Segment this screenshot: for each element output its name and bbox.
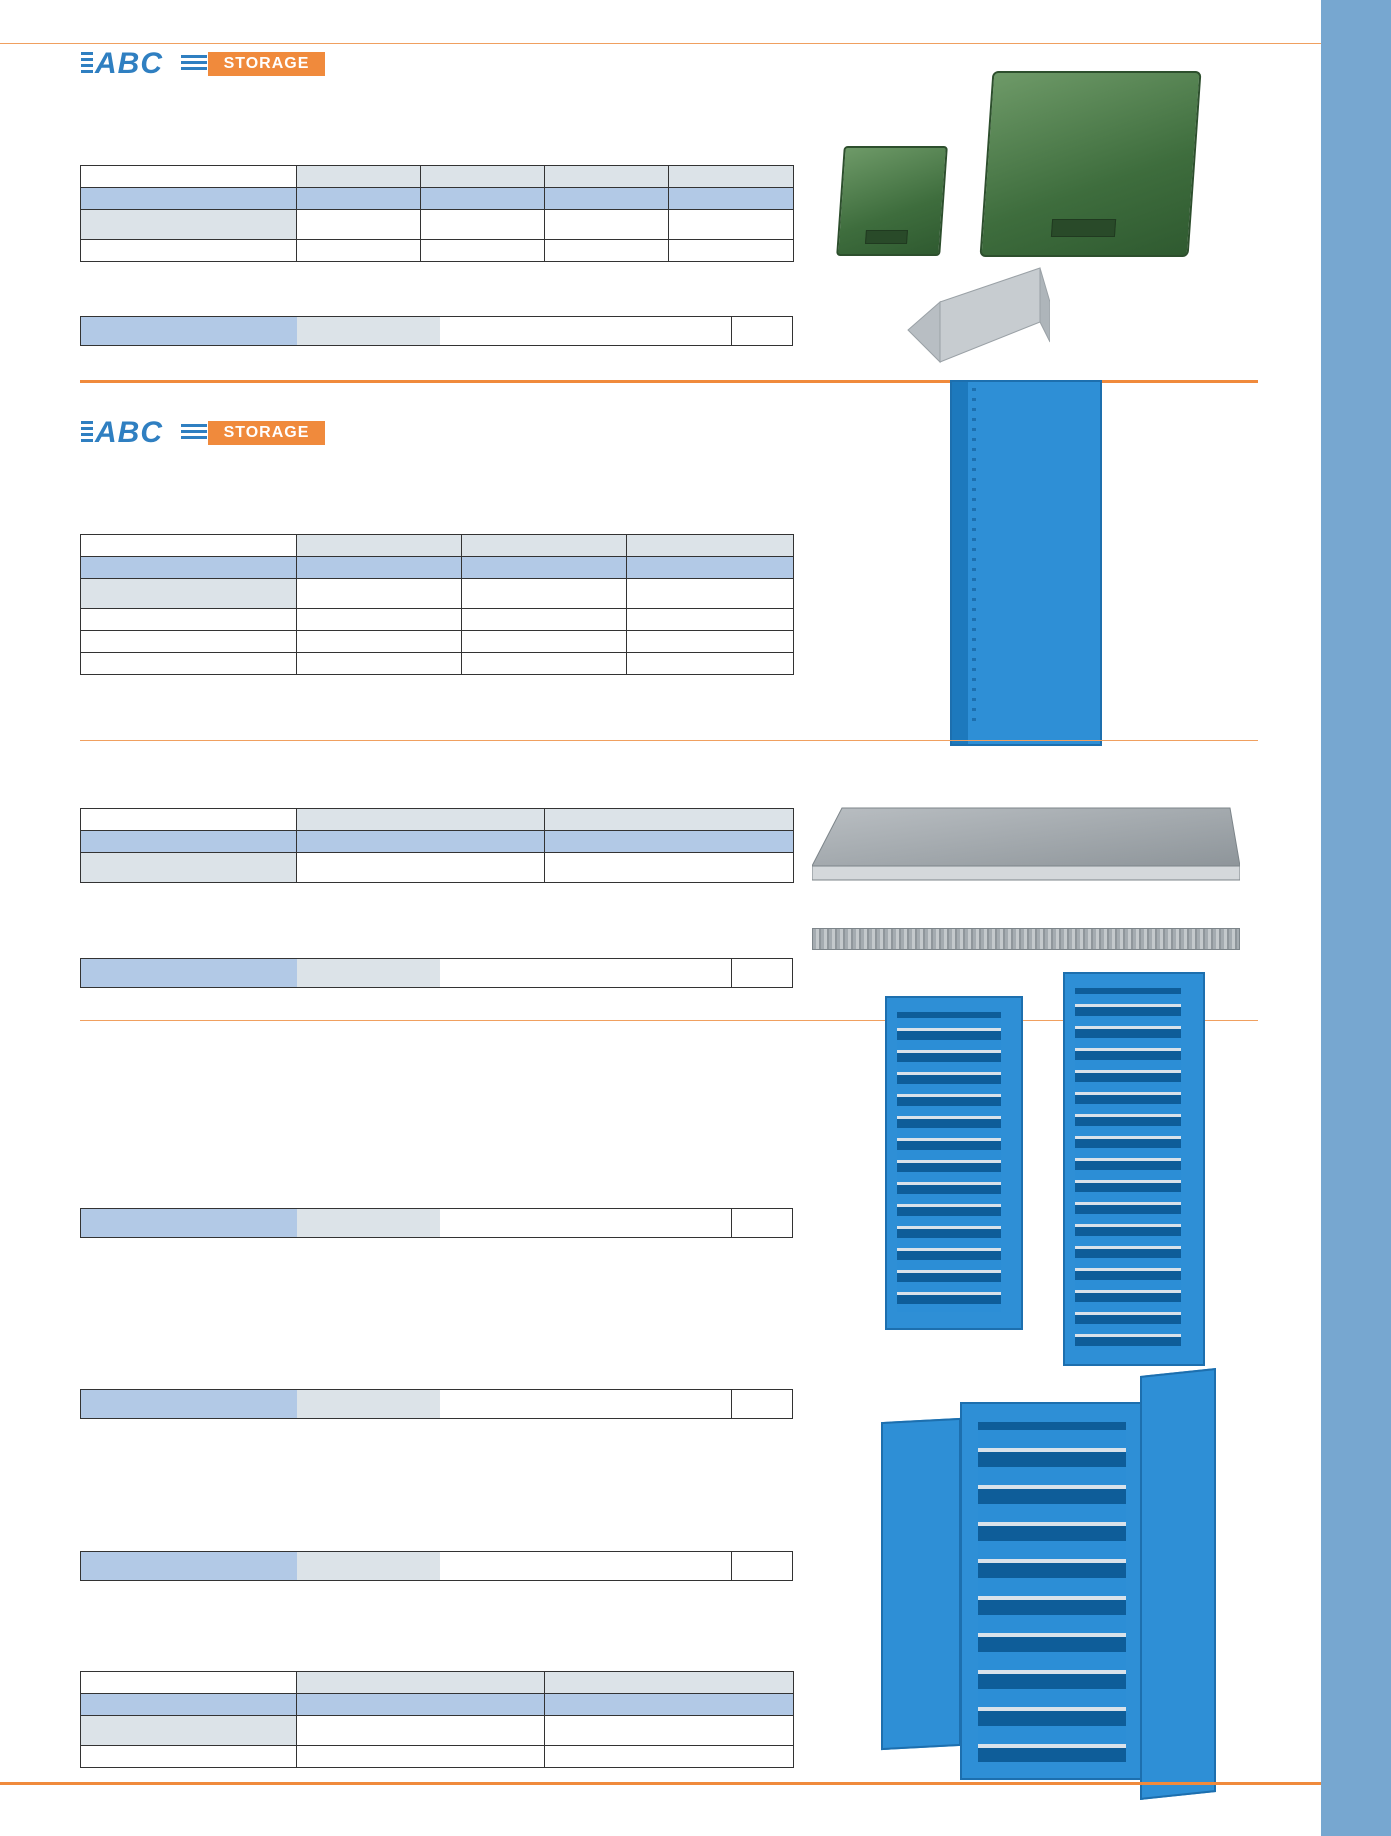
cell [421,166,545,188]
cell [81,210,297,240]
logo-badge: STORAGE [208,52,325,76]
cell [297,240,421,262]
brand-logo [81,49,325,79]
cell [297,166,421,188]
cabinet-with-bins-1 [885,996,1023,1330]
order-bar [80,1208,793,1238]
order-bar [80,958,793,988]
spec-table-cabinet-bins [80,1671,794,1768]
cabinet-left-door [881,1418,961,1750]
bin-divider [900,262,1050,372]
top-rule [0,43,1321,44]
brand-logo [81,418,325,448]
cell [297,188,421,210]
cell [81,240,297,262]
cabinet-right-door [1140,1368,1216,1800]
logo-bars [181,424,207,442]
cell [545,210,669,240]
cell [545,240,669,262]
spec-table-bins [80,165,794,262]
green-bin-large [979,71,1201,257]
spec-table-cabinet [80,534,794,675]
logo-text: ABC [95,47,163,80]
section-rule [80,740,1258,741]
spec-table-shelf [80,808,794,883]
cell [669,210,794,240]
cell [669,166,794,188]
cabinet-with-doors [960,1402,1144,1780]
green-bin-small [836,146,948,256]
bottom-rule [0,1782,1321,1785]
order-bar [80,1389,793,1419]
order-bar [80,316,793,346]
cell [421,240,545,262]
cabinet-with-bins-2 [1063,972,1205,1366]
order-bar [80,1551,793,1581]
blue-open-cabinet [950,380,1102,746]
logo-stripes [81,52,93,76]
cell [669,188,794,210]
cell [545,166,669,188]
galvanized-shelf-panel [812,806,1240,886]
cell [421,210,545,240]
cell [81,166,297,188]
cell [421,188,545,210]
logo-text: ABC [95,416,163,449]
right-sidebar [1321,0,1391,1836]
logo-badge: STORAGE [208,421,325,445]
cell [545,188,669,210]
cell [81,188,297,210]
cell [669,240,794,262]
logo-bars [181,55,207,73]
shelf-support-rail [812,928,1240,950]
cell [297,210,421,240]
logo-stripes [81,421,93,445]
